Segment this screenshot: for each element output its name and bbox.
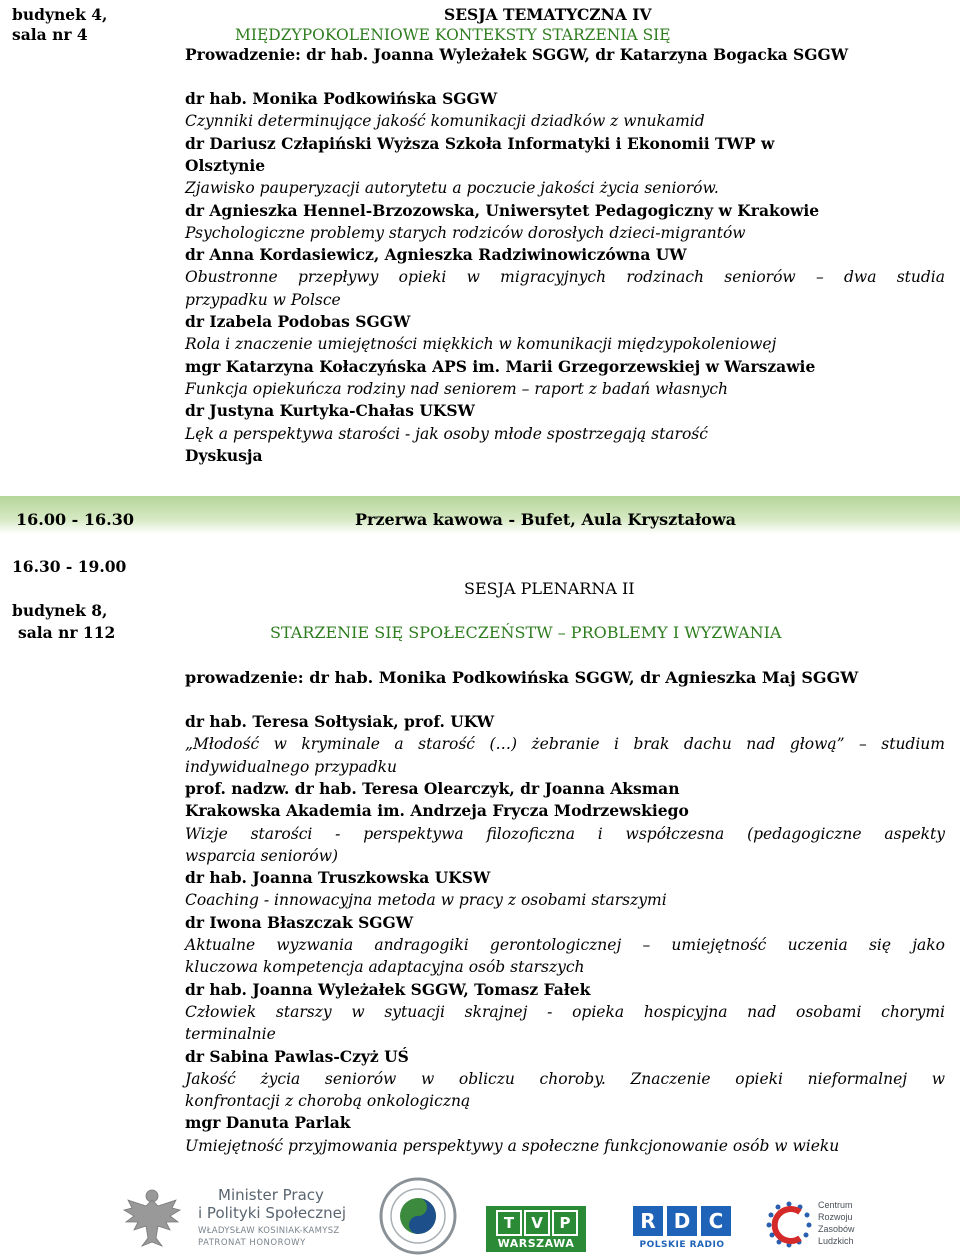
czl-line1: Centrum (818, 1200, 853, 1210)
plenary-program-line: Coaching - innowacyjna metoda w pracy z osobami starszymi (185, 891, 667, 910)
plenary-program-line: dr Iwona Błaszczak SGGW (185, 912, 414, 932)
kigs-seal-logo (378, 1176, 458, 1260)
session4-program-line: dr Izabela Podobas SGGW (185, 312, 411, 331)
rdc-subtitle: POLSKIE RADIO (639, 1240, 725, 1250)
eu-stars-icon (762, 1198, 816, 1250)
session4-chairs: Prowadzenie: dr hab. Joanna Wyleżałek SGGW, dr Katarzyna Bogacka SGGW (185, 45, 849, 64)
plenary-location-room: sala nr 112 (18, 623, 116, 642)
minister-line2: i Polityki Społecznej (198, 1204, 347, 1222)
czl-line3: Zasobów (818, 1224, 855, 1234)
plenary-program-line: Aktualne wyzwania andragogiki gerontologicznej – umiejętność uczenia się jako (185, 936, 945, 954)
plenary-time: 16.30 - 19.00 (12, 557, 127, 576)
plenary-program-line: kluczowa kompetencja adaptacyjna osób starszych (185, 958, 585, 977)
session4-program-line: Olsztynie (185, 155, 266, 175)
czl-line4: Ludzkich (818, 1236, 854, 1246)
plenary-program-line: Człowiek starszy w sytuacji skrajnej - opieka hospicyjna nad osobami chorymi (185, 1002, 945, 1021)
session4-program-line: dr Dariusz Człapiński Wyższa Szkoła Informatyki i Ekonomii TWP w (185, 133, 775, 153)
session4-program-line: Czynniki determinujące jakość komunikacji dziadków z wnukamid (185, 112, 705, 131)
rdc-letter-c: C (701, 1206, 731, 1236)
plenary-program-line: terminalnie (185, 1025, 276, 1044)
session4-program-line: Dyskusja (185, 445, 263, 465)
plenary-program-line: „Młodość w kryminale a starość (…) żebranie i brak dachu nad głową” – studium (185, 735, 945, 754)
session4-subtitle: MIĘDZYPOKOLENIOWE KONTEKSTY STARZENIA SIĘ (235, 26, 671, 44)
session4-program-line: Psychologiczne problemy starych rodziców dorosłych dzieci-migrantów (185, 223, 746, 242)
tvp-letter-v: V (524, 1210, 550, 1236)
break-time: 16.00 - 16.30 (16, 510, 134, 529)
session4-program-line: dr hab. Monika Podkowińska SGGW (185, 89, 498, 108)
session4-location-building: budynek 4, (12, 5, 108, 24)
rdc-logo (631, 1206, 733, 1252)
plenary-program-line: mgr Danuta Parlak (185, 1113, 351, 1133)
session4-program-line: Obustronne przepływy opieki w migracyjnych rodzinach seniorów – dwa studia (185, 268, 945, 287)
plenary-subtitle: STARZENIE SIĘ SPOŁECZEŃSTW – PROBLEMY I WYZWANIA (270, 623, 782, 642)
session4-title: SESJA TEMATYCZNA IV (444, 5, 652, 24)
plenary-chairs: prowadzenie: dr hab. Monika Podkowińska SGGW, dr Agnieszka Maj SGGW (185, 668, 859, 687)
plenary-program-line: dr hab. Teresa Sołtysiak, prof. UKW (185, 712, 495, 731)
session4-program-line: przypadku w Polsce (185, 290, 341, 309)
minister-line1: Minister Pracy (218, 1186, 324, 1204)
plenary-program-line: Jakość życia seniorów w obliczu choroby. Znaczenie opieki nieformalnej w (185, 1069, 945, 1088)
session4-program-line: mgr Katarzyna Kołaczyńska APS im. Marii Grzegorzewskiej w Warszawie (185, 356, 816, 376)
session4-program-line: dr Anna Kordasiewicz, Agnieszka Radziwinowiczówna UW (185, 245, 687, 265)
session4-program-line: Rola i znaczenie umiejętności miękkich w komunikacji międzypokoleniowej (185, 335, 777, 354)
plenary-program-line: indywidualnego przypadku (185, 757, 397, 776)
plenary-program-line: Umiejętność przyjmowania perspektywy a społeczne funkcjonowanie osób w wieku (185, 1136, 840, 1155)
session4-program-line: dr Agnieszka Hennel-Brzozowska, Uniwersytet Pedagogiczny w Krakowie (185, 200, 820, 220)
tvp-letter-t: T (496, 1210, 522, 1236)
tvp-letter-p: P (552, 1210, 578, 1236)
plenary-program-line: dr Sabina Pawlas-Czyż UŚ (185, 1046, 409, 1066)
polish-eagle-emblem (120, 1186, 184, 1256)
session4-program-line: Zjawisko pauperyzacji autorytetu a poczucie jakości życia seniorów. (185, 179, 719, 198)
plenary-program-line: Wizje starości - perspektywa filozoficzna i współczesna (pedagogiczne aspekty (185, 824, 945, 843)
plenary-title: SESJA PLENARNA II (464, 579, 635, 598)
minister-line3: WŁADYSŁAW KOSINIAK-KAMYSZ (198, 1226, 340, 1236)
tvp-city: WARSZAWA (497, 1237, 575, 1250)
minister-logo (188, 1180, 358, 1250)
minister-line4: PATRONAT HONOROWY (198, 1238, 306, 1248)
session4-program-line: Funkcja opiekuńcza rodziny nad seniorem – raport z badań własnych (185, 379, 729, 398)
tvp-warszawa-logo (486, 1206, 586, 1252)
czl-logo (762, 1196, 954, 1252)
plenary-program-line: dr hab. Joanna Truszkowska UKSW (185, 868, 491, 888)
plenary-program-line: konfrontacji z chorobą onkologiczną (185, 1092, 471, 1111)
rdc-letter-d: D (667, 1206, 697, 1236)
plenary-location-building: budynek 8, (12, 601, 108, 620)
czl-line2: Rozwoju (818, 1212, 853, 1222)
session4-program-line: dr Justyna Kurtyka-Chałas UKSW (185, 401, 475, 421)
break-label: Przerwa kawowa - Bufet, Aula Kryształowa (355, 510, 736, 529)
rdc-letter-r: R (633, 1206, 663, 1236)
session4-location-room: sala nr 4 (12, 25, 88, 44)
plenary-program-line: wsparcia seniorów) (185, 846, 339, 865)
session4-program-line: Lęk a perspektywa starości - jak osoby młode spostrzegają starość (185, 424, 708, 443)
plenary-program-line: Krakowska Akademia im. Andrzeja Frycza Modrzewskiego (185, 801, 689, 821)
plenary-program-line: dr hab. Joanna Wyleżałek SGGW, Tomasz Fałek (185, 979, 591, 999)
plenary-program-line: prof. nadzw. dr hab. Teresa Olearczyk, dr Joanna Aksman (185, 778, 680, 798)
